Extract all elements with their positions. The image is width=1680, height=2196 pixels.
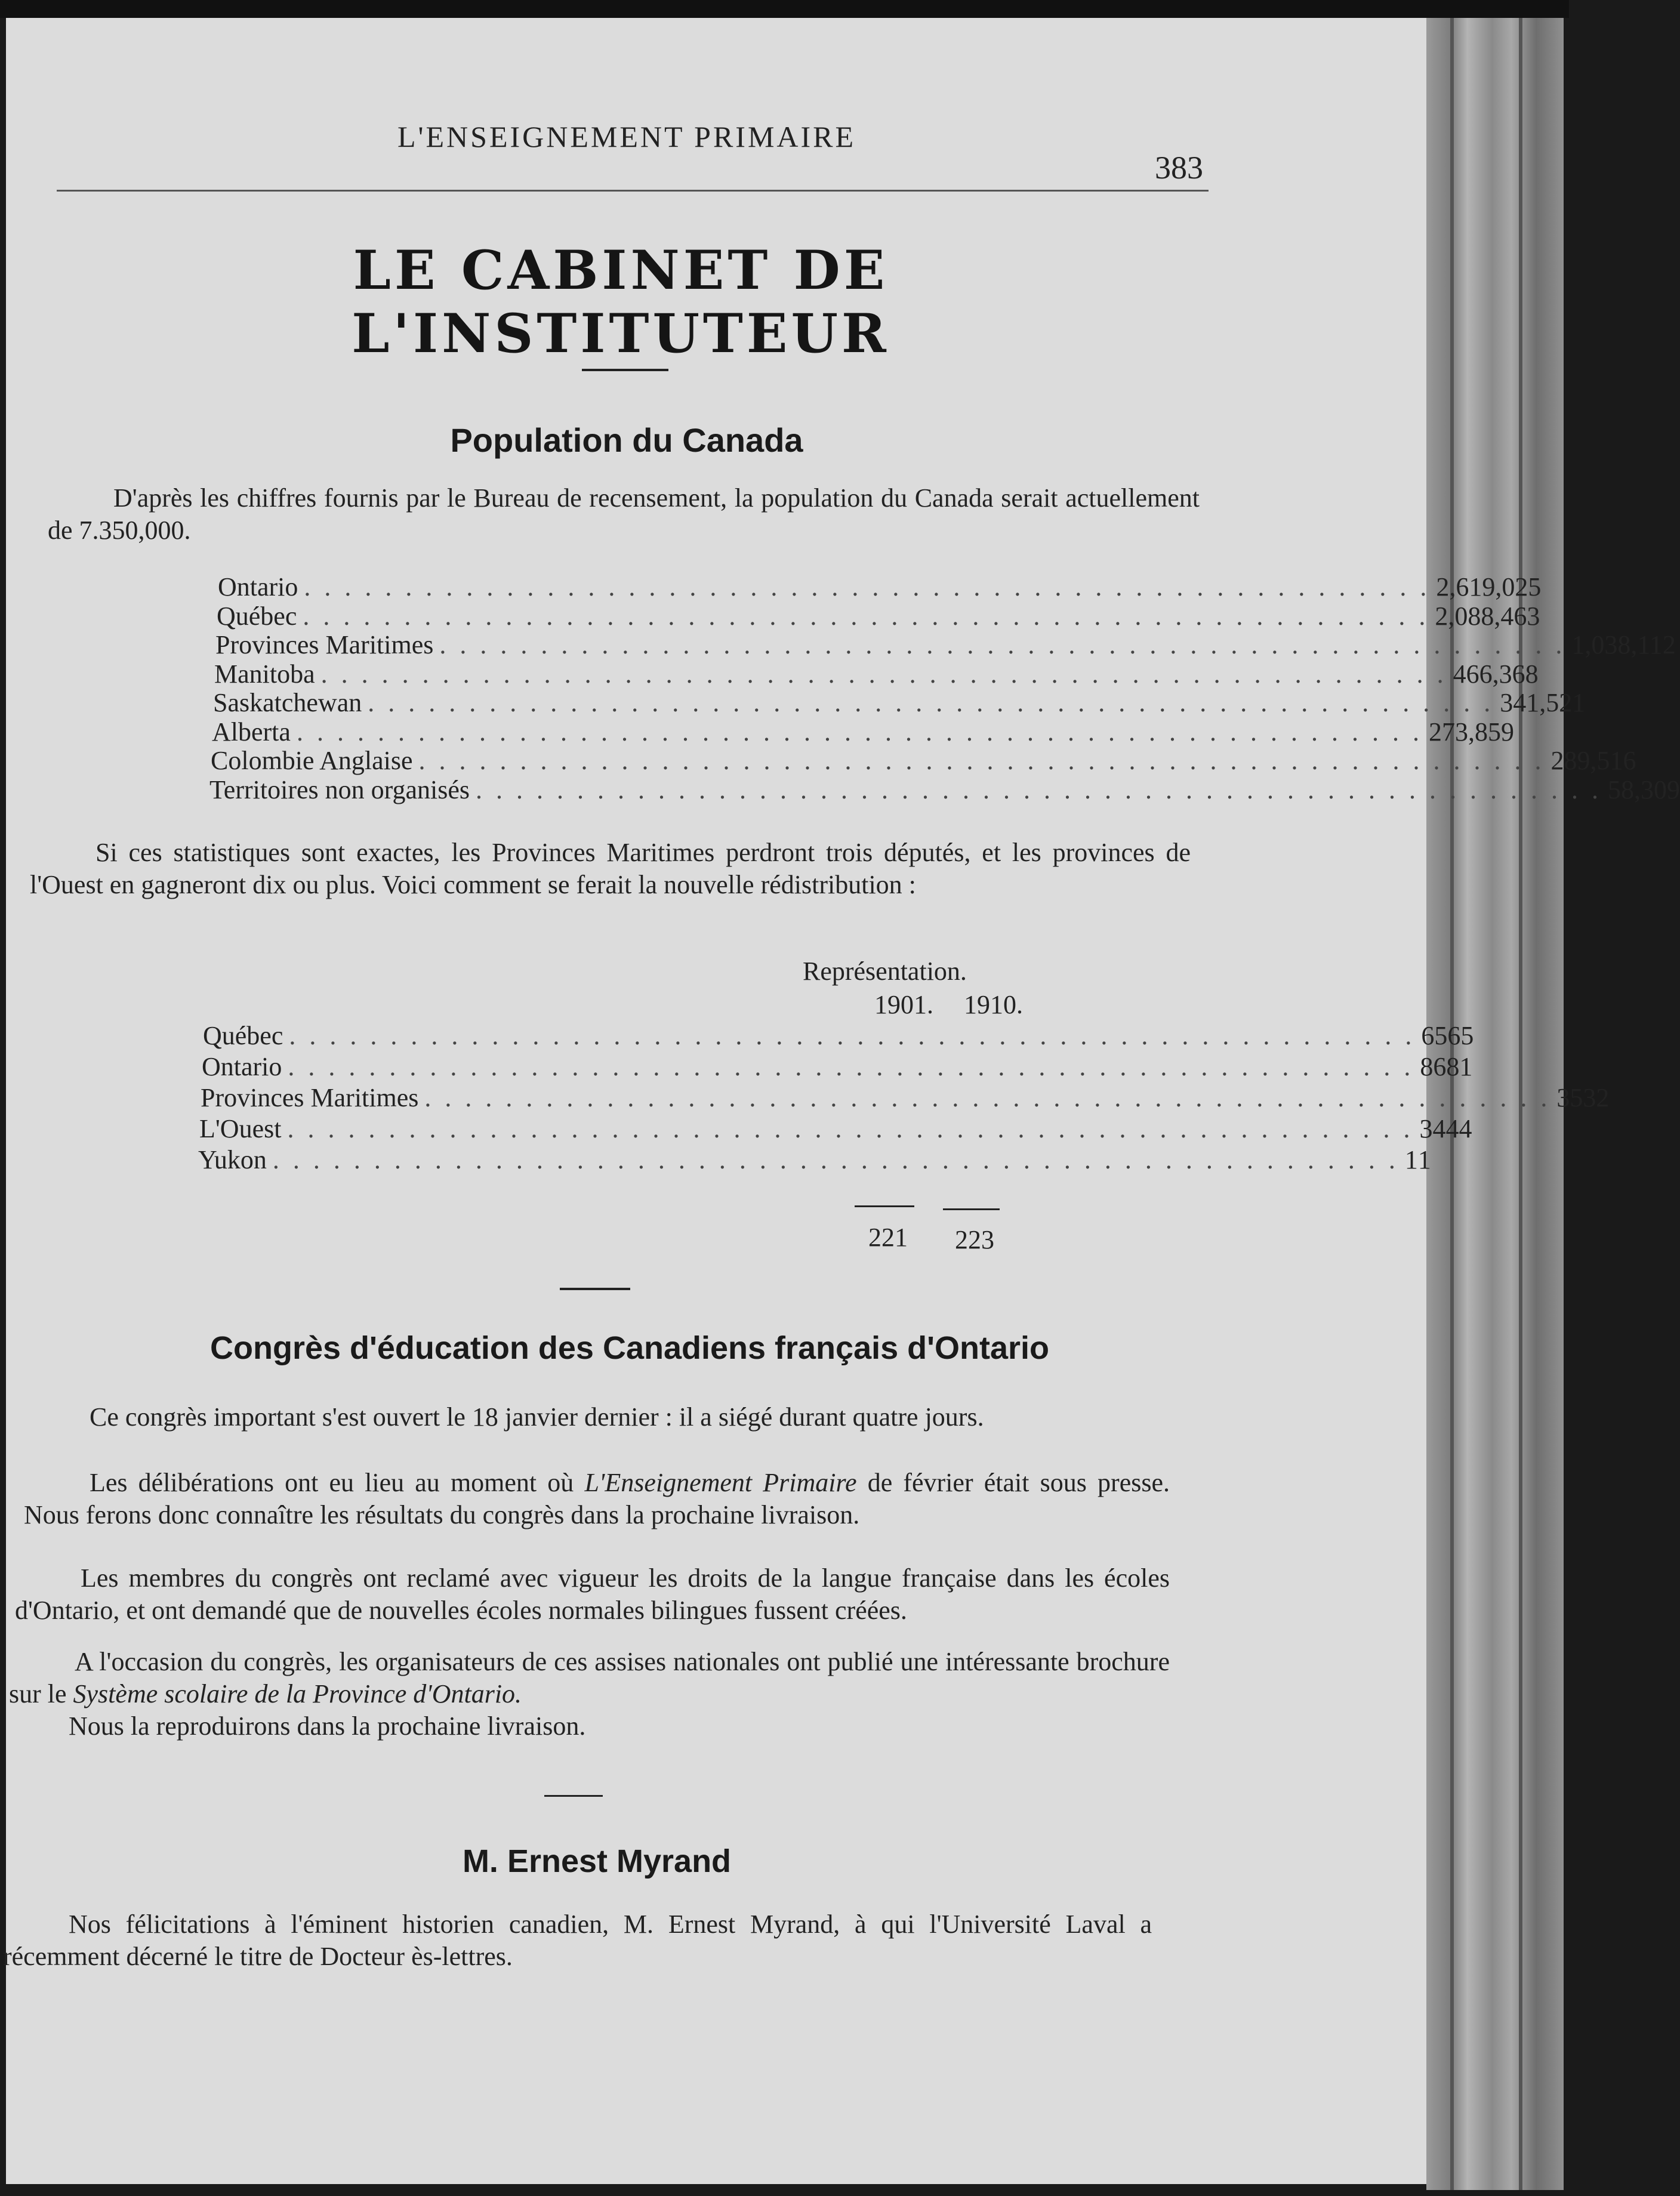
region-name: Saskatchewan <box>213 688 362 717</box>
region-name: Québec <box>203 1021 283 1050</box>
dot-leader: . . . . . . . . . . . . . . . . . . . . . . . . . . . . . . . . . . . . . . . . . . . . . . . . . . . . . . . . <box>296 717 1423 747</box>
region-name: Ontario <box>218 572 298 602</box>
total-rule-1910 <box>943 1208 1000 1210</box>
seats-1901: 86 <box>1420 1052 1447 1081</box>
representation-row <box>199 1114 1472 1144</box>
redistribution-paragraph: Si ces statistiques sont exactes, les Provinces Maritimes perdront trois députés, et les provinces de l'Ouest en gagneront dix ou plus. Voici comment se ferait la nouvelle rédistribution : <box>30 838 1191 899</box>
section-title-congres: Congrès d'éducation des Canadiens français d'Ontario <box>210 1330 1049 1366</box>
seats-1910: 65 <box>1447 1021 1474 1050</box>
population-row <box>209 775 1680 805</box>
population-value: 1,038,112 <box>1571 630 1676 659</box>
seats-1910: 32 <box>1583 1083 1610 1112</box>
population-intro: D'après les chiffres fournis par le Bureau de recensement, la population du Canada serait actuellement de 7.350,000. <box>48 483 1200 545</box>
region-name: Provinces Maritimes <box>201 1083 419 1112</box>
representation-row <box>202 1051 1473 1082</box>
population-row <box>211 745 1636 776</box>
dot-leader: . . . . . . . . . . . . . . . . . . . . . . . . . . . . . . . . . . . . . . . . . . . . . . . . . . . . . . . . <box>476 775 1602 804</box>
dot-leader: . . . . . . . . . . . . . . . . . . . . . . . . . . . . . . . . . . . . . . . . . . . . . . . . . . . . . . . . <box>304 572 1431 602</box>
region-name: Colombie Anglaise <box>211 746 413 775</box>
region-name: Territoires non organisés <box>209 775 470 804</box>
section-title-population: Population du Canada <box>450 421 803 459</box>
myrand-paragraph: Nos félicitations à l'éminent historien canadien, M. Ernest Myrand, à qui l'Université Laval a récemment décerné le titre de Docteur ès-lettres. <box>3 1910 1152 1971</box>
region-name: Ontario <box>202 1052 282 1081</box>
population-row <box>214 659 1539 689</box>
total-1901: 221 <box>868 1223 908 1252</box>
seats-1901: 65 <box>1421 1021 1448 1050</box>
dot-leader: . . . . . . . . . . . . . . . . . . . . . . . . . . . . . . . . . . . . . . . . . . . . . . . . . . . . . . . . <box>272 1145 1399 1174</box>
page-number: 383 <box>1155 150 1203 186</box>
population-value: 58,309 <box>1608 775 1680 804</box>
journal-title: L'Enseignement Primaire <box>584 1468 857 1497</box>
representation-row <box>203 1020 1474 1051</box>
seats-1901: 1 <box>1404 1145 1418 1174</box>
seats-1901: 34 <box>1419 1114 1446 1143</box>
brochure-title: Système scolaire de la Province d'Ontario. <box>73 1679 522 1708</box>
region-name: Alberta <box>212 717 291 747</box>
dot-leader: . . . . . . . . . . . . . . . . . . . . . . . . . . . . . . . . . . . . . . . . . . . . . . . . . . . . . . . . <box>418 746 1545 775</box>
seats-1910: 44 <box>1445 1114 1472 1143</box>
dot-leader: . . . . . . . . . . . . . . . . . . . . . . . . . . . . . . . . . . . . . . . . . . . . . . . . . . . . . . . . <box>368 688 1494 717</box>
region-name: Québec <box>217 601 297 631</box>
congres-paragraph-5: Nous la reproduirons dans la prochaine livraison. <box>69 1711 586 1741</box>
year-1901-heading: 1901. <box>874 990 933 1019</box>
seats-1910: 1 <box>1417 1145 1431 1174</box>
dot-leader: . . . . . . . . . . . . . . . . . . . . . . . . . . . . . . . . . . . . . . . . . . . . . . . . . . . . . . . . <box>289 1021 1416 1050</box>
dot-leader: . . . . . . . . . . . . . . . . . . . . . . . . . . . . . . . . . . . . . . . . . . . . . . . . . . . . . . . . <box>287 1114 1414 1143</box>
running-header: L'ENSEIGNEMENT PRIMAIRE <box>397 120 856 153</box>
population-value: 289,516 <box>1550 746 1636 775</box>
region-name: Yukon <box>198 1145 267 1174</box>
population-value: 2,619,025 <box>1436 572 1542 602</box>
section-divider <box>544 1795 603 1797</box>
year-1910-heading: 1910. <box>964 990 1023 1019</box>
representation-heading: Représentation. <box>803 957 967 986</box>
scan-top-border <box>0 0 1569 18</box>
congres-paragraph-1: Ce congrès important s'est ouvert le 18 janvier dernier : il a siégé durant quatre jours. <box>90 1402 984 1432</box>
population-value: 341,521 <box>1500 688 1586 717</box>
section-divider <box>560 1288 630 1290</box>
header-rule <box>57 190 1209 192</box>
region-name: L'Ouest <box>199 1114 282 1143</box>
region-name: Manitoba <box>214 659 315 689</box>
population-row <box>217 601 1540 631</box>
total-1910: 223 <box>955 1225 994 1254</box>
total-rule-1901 <box>855 1205 914 1207</box>
population-row <box>218 572 1542 602</box>
representation-row <box>201 1082 1610 1113</box>
dot-leader: . . . . . . . . . . . . . . . . . . . . . . . . . . . . . . . . . . . . . . . . . . . . . . . . . . . . . . . . <box>288 1052 1414 1081</box>
dot-leader: . . . . . . . . . . . . . . . . . . . . . . . . . . . . . . . . . . . . . . . . . . . . . . . . . . . . . . . . <box>303 601 1429 631</box>
population-value: 2,088,463 <box>1435 601 1540 631</box>
title-divider <box>582 369 668 371</box>
population-value: 273,859 <box>1428 717 1514 747</box>
region-name: Provinces Maritimes <box>215 630 434 659</box>
congres-paragraph-2: Les délibérations ont eu lieu au moment où L'Enseignement Primaire de février était sous presse. Nous ferons donc connaître les résultats du congrès dans la prochaine livraison. <box>24 1468 1170 1529</box>
congres-paragraph-3: Les membres du congrès ont reclamé avec vigueur les droits de la langue française dans les écoles d'Ontario, et ont demandé que de nouvelles écoles normales bilingues fussent créées. <box>15 1563 1170 1625</box>
population-row <box>215 630 1676 660</box>
dot-leader: . . . . . . . . . . . . . . . . . . . . . . . . . . . . . . . . . . . . . . . . . . . . . . . . . . . . . . . . <box>424 1083 1551 1112</box>
population-value: 466,368 <box>1453 659 1539 689</box>
dot-leader: . . . . . . . . . . . . . . . . . . . . . . . . . . . . . . . . . . . . . . . . . . . . . . . . . . . . . . . . <box>439 630 1566 659</box>
dot-leader: . . . . . . . . . . . . . . . . . . . . . . . . . . . . . . . . . . . . . . . . . . . . . . . . . . . . . . . . <box>320 659 1447 689</box>
population-row <box>213 687 1586 718</box>
congres-paragraph-4: A l'occasion du congrès, les organisateurs de ces assises nationales ont publié une intéressante brochure sur le Système scolaire de la Province d'Ontario. <box>9 1647 1170 1708</box>
representation-row <box>198 1145 1431 1175</box>
main-title: LE CABINET DE L'INSTITUTEUR <box>352 239 890 365</box>
population-row <box>212 717 1514 747</box>
section-title-myrand: M. Ernest Myrand <box>462 1843 732 1879</box>
seats-1910: 81 <box>1446 1052 1473 1081</box>
seats-1901: 35 <box>1556 1083 1583 1112</box>
